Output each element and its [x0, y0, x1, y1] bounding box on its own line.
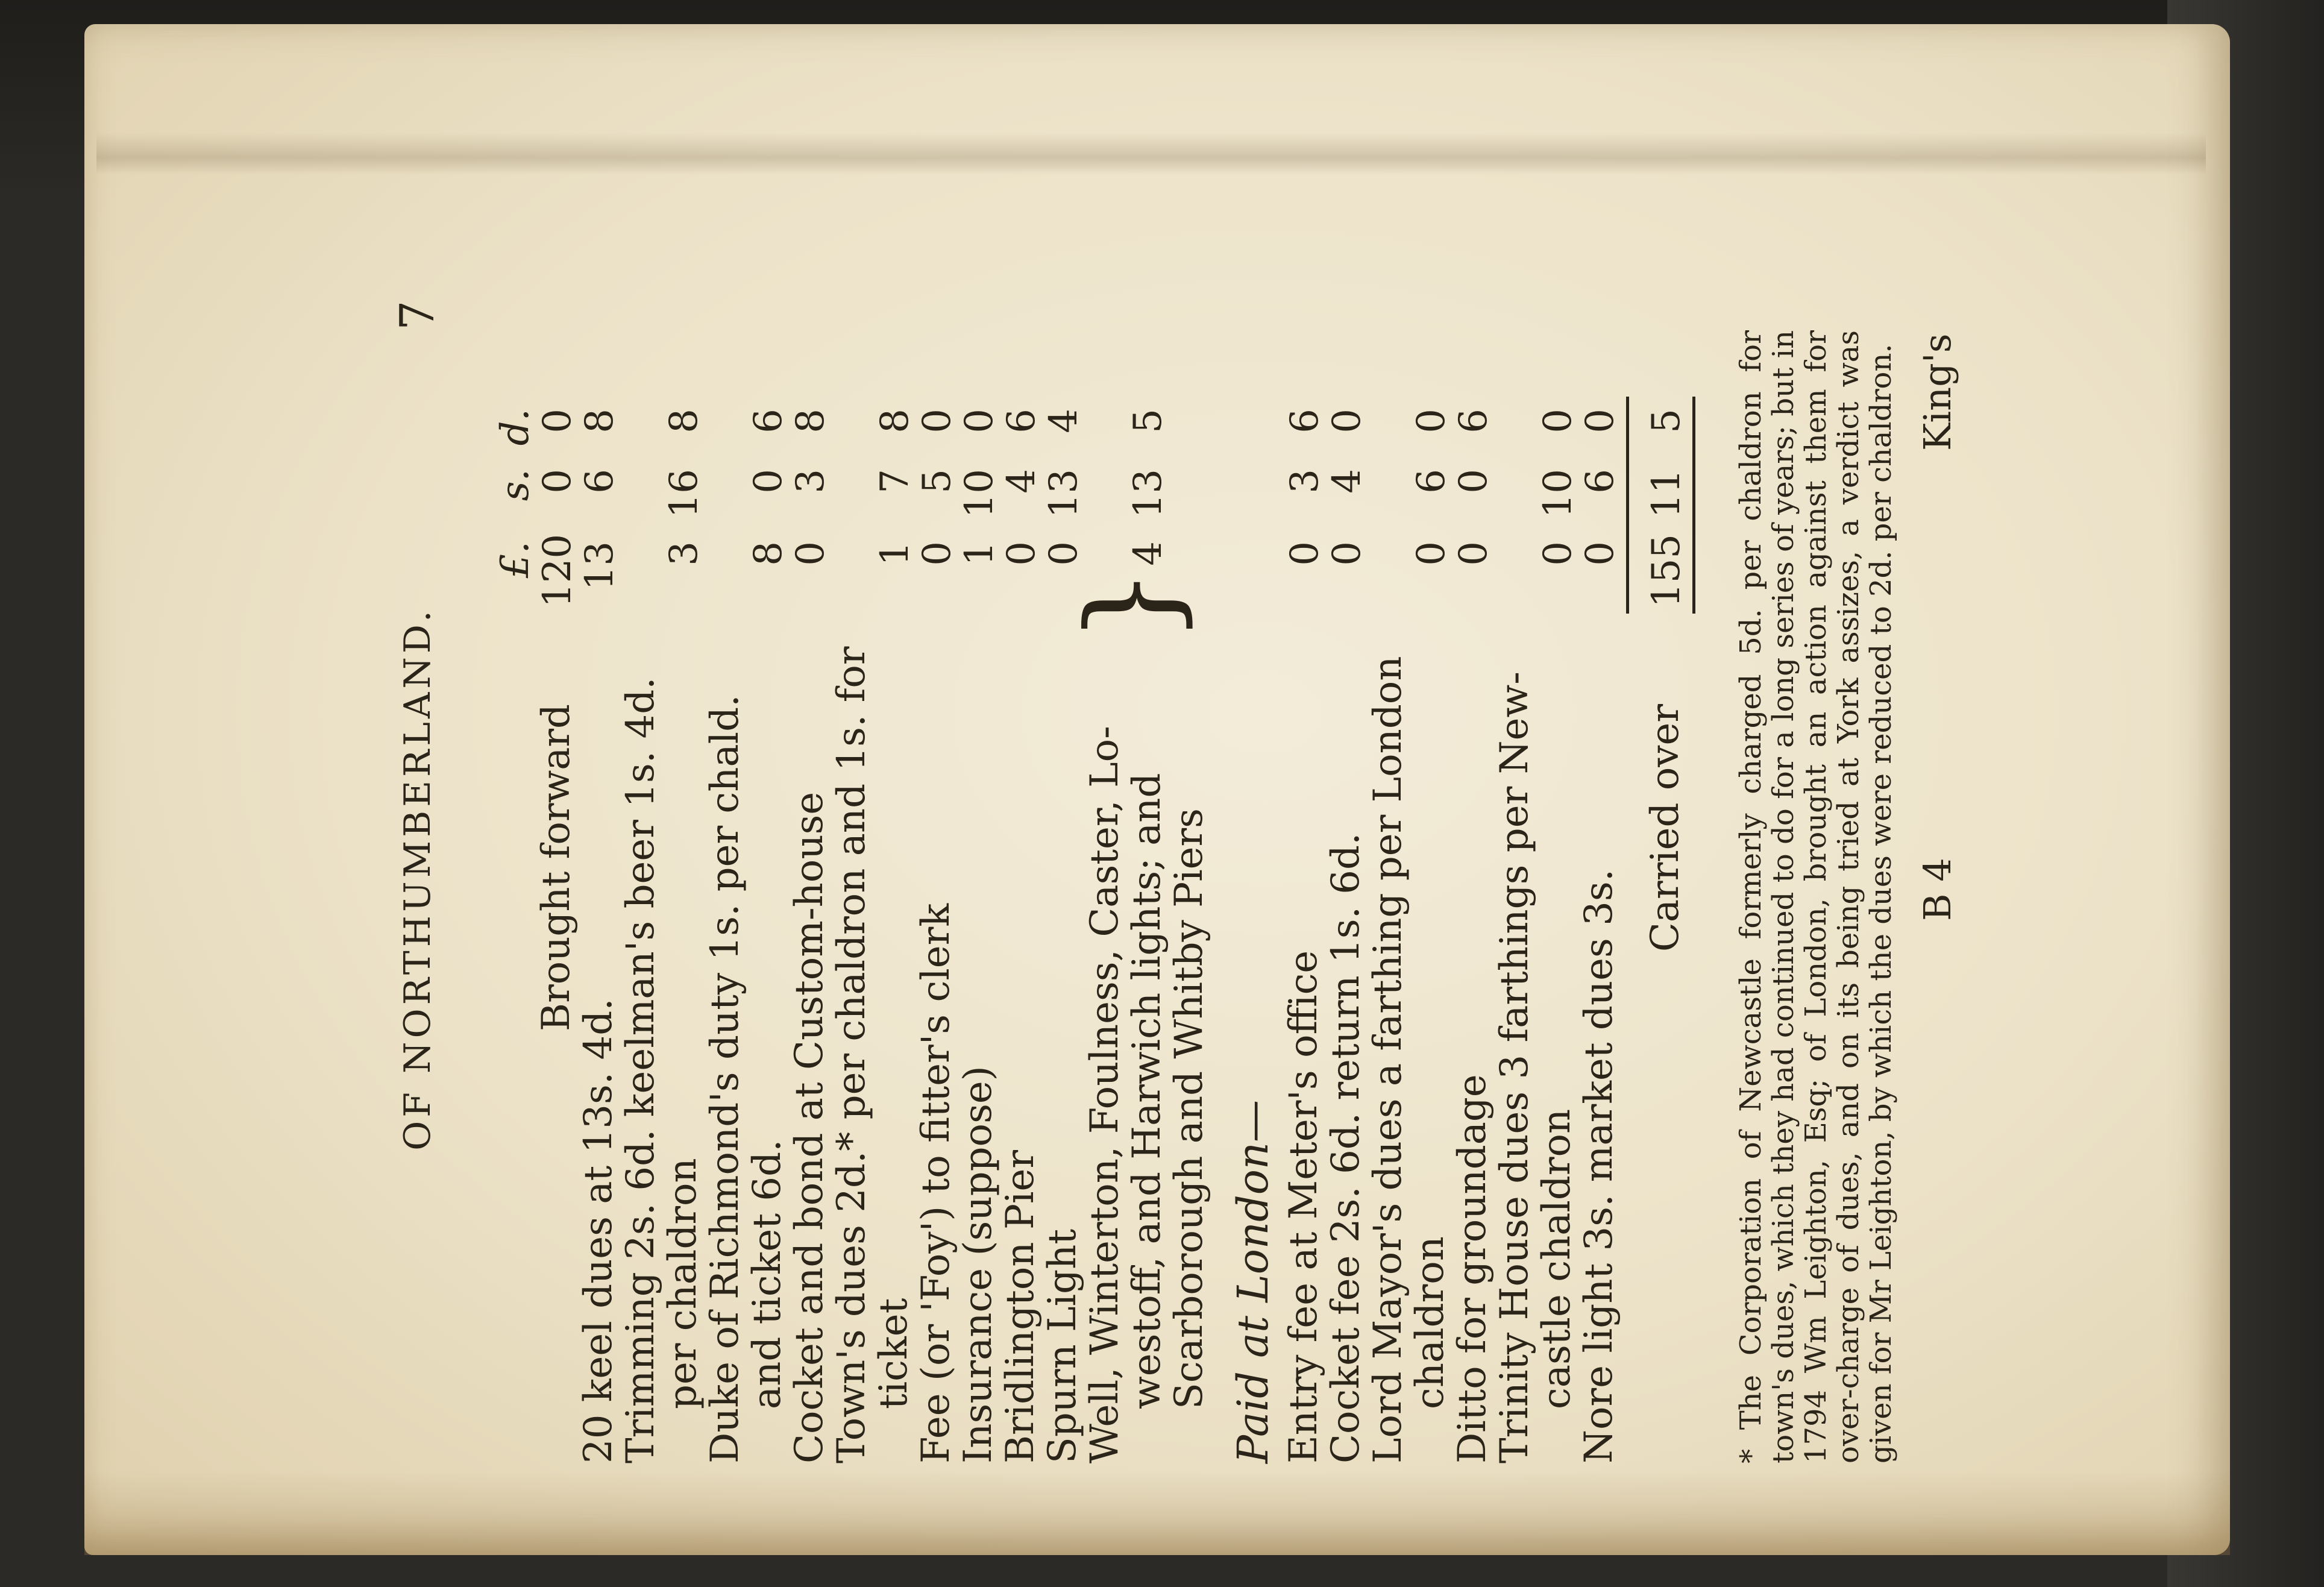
- amount-shillings: 10: [957, 469, 1002, 518]
- ledger-line: Duke of Richmond's duty 1s. per chald.: [703, 694, 747, 1463]
- amount-pence: 6: [1283, 409, 1327, 433]
- ledger-line: ticket: [872, 1298, 916, 1409]
- amount-pounds: 0: [1536, 541, 1580, 566]
- amount-pounds: 8: [746, 541, 791, 566]
- amount-pence: 6: [746, 409, 791, 433]
- amount-pounds: 0: [1409, 541, 1454, 566]
- amount-pence: 0: [1578, 409, 1622, 433]
- amount-shillings: 6: [577, 469, 622, 494]
- amount-shillings: 6: [1578, 469, 1622, 494]
- ledger-line: chaldron: [1408, 1236, 1452, 1409]
- amount-shillings: 16: [662, 469, 706, 518]
- ledger-line: Well, Winterton, Foulness, Caster, Lo-: [1082, 726, 1127, 1463]
- amount-pounds: 0: [1325, 541, 1369, 566]
- total-rule-top: [1626, 397, 1629, 614]
- amount-shillings: 13: [1041, 469, 1086, 518]
- amount-pounds: 0: [1451, 541, 1496, 566]
- amount-pence: 6: [1451, 409, 1496, 433]
- page-number: 7: [391, 300, 445, 330]
- ledger-line: Cocket fee 2s. 6d. return 1s. 6d.: [1324, 832, 1368, 1463]
- total-pounds: 155: [1644, 533, 1689, 608]
- amount-pence: 4: [1041, 409, 1086, 433]
- amount-shillings: 7: [873, 469, 917, 494]
- amount-shillings: 6: [1409, 469, 1454, 494]
- amount-shillings: 10: [1536, 469, 1580, 518]
- amount-shillings: 3: [788, 469, 833, 494]
- amount-shillings: 0: [746, 469, 791, 494]
- amount-pounds: 0: [999, 541, 1044, 566]
- ledger-line: Spurn Light: [1040, 1228, 1085, 1463]
- amount-pence: 8: [577, 409, 622, 433]
- ledger-line: Trimming 2s. 6d. keelman's beer 1s. 4d.: [618, 677, 663, 1463]
- amount-pounds: 4: [1126, 541, 1170, 566]
- pounds-header: £.: [493, 541, 538, 579]
- amount-pounds: 1: [873, 541, 917, 566]
- amount-pounds: 0: [1283, 541, 1327, 566]
- ledger-line: castle chaldron: [1534, 1108, 1579, 1409]
- amount-shillings: 3: [1283, 469, 1327, 494]
- amount-shillings: 5: [915, 469, 959, 494]
- shillings-header: s.: [493, 469, 538, 501]
- amount-shillings: 4: [999, 469, 1044, 494]
- amount-pounds: 0: [788, 541, 833, 566]
- page-gutter: [96, 133, 2206, 175]
- amount-pounds: 120: [535, 533, 580, 608]
- amount-pence: 8: [788, 409, 833, 433]
- amount-pence: 0: [915, 409, 959, 433]
- amount-pence: 0: [1325, 409, 1369, 433]
- amount-pounds: 3: [662, 541, 706, 566]
- total-shillings: 11: [1644, 469, 1689, 518]
- amount-shillings: 13: [1126, 469, 1170, 518]
- ledger-line: Scarborough and Whitby Piers: [1167, 808, 1211, 1409]
- total-rule-bottom: [1692, 397, 1695, 614]
- ledger-line: and ticket 6d.: [745, 1139, 790, 1409]
- ledger-line: Entry fee at Meter's office: [1281, 950, 1326, 1463]
- ledger-line: westoff, and Harwich lights; and: [1125, 773, 1169, 1409]
- catchword: King's: [1915, 333, 1959, 451]
- amount-pence: 0: [535, 409, 580, 433]
- section-title: Paid at London—: [1228, 1100, 1278, 1463]
- ledger-line: Insurance (suppose): [956, 1066, 1000, 1463]
- amount-pounds: 13: [577, 541, 622, 591]
- ledger-line: Town's dues 2d.* per chaldron and 1s. for: [829, 646, 874, 1463]
- signature-mark: B 4: [1915, 858, 1959, 921]
- pence-header: d.: [493, 409, 538, 446]
- ledger-line: Cocket and bond at Custom-house: [787, 791, 832, 1463]
- total-pence: 5: [1644, 409, 1689, 433]
- amount-pence: 5: [1126, 409, 1170, 433]
- ledger-line: Ditto for groundage: [1450, 1074, 1495, 1463]
- ledger-line: Lord Mayor's dues a farthing per London: [1366, 656, 1410, 1463]
- amount-pounds: 0: [1578, 541, 1622, 566]
- amount-pounds: 0: [915, 541, 959, 566]
- amount-pence: 6: [999, 409, 1044, 433]
- ledger-line: Trinity House dues 3 farthings per New-: [1492, 671, 1537, 1463]
- amount-pounds: 0: [1041, 541, 1086, 566]
- footnote: * The Corporation of Newcastle formerly charged 5d. per chaldron for town's dues, which they had continued to do for a long series of years; but in 1794 Wm Leighton, Esq; of London, brought an action against them for over-charge of dues, and on its being tried at York assizes, a verdict was given for Mr Leighton, by which the dues were reduced to 2d. per chaldron.: [1734, 330, 1898, 1463]
- amount-pence: 0: [1409, 409, 1454, 433]
- amount-pence: 8: [873, 409, 917, 433]
- amount-shillings: 0: [1451, 469, 1496, 494]
- running-header: OF NORTHUMBERLAND.: [397, 607, 439, 1151]
- ledger-line: Bridlington Pier: [998, 1150, 1043, 1463]
- brace-mark: }: [1061, 567, 1202, 644]
- amount-pence: 8: [662, 409, 706, 433]
- amount-shillings: 4: [1325, 469, 1369, 494]
- ledger-line: per chaldron: [661, 1158, 705, 1409]
- amount-pence: 0: [1536, 409, 1580, 433]
- amount-shillings: 0: [535, 469, 580, 494]
- page-text-rotated: [372, 246, 2144, 1512]
- ledger-line: Nore light 3s. market dues 3s.: [1577, 869, 1621, 1463]
- amount-pounds: 1: [957, 541, 1002, 566]
- ledger-line: 20 keel dues at 13s. 4d.: [576, 998, 621, 1463]
- ledger-line: Fee (or 'Foy') to fitter's clerk: [914, 903, 958, 1463]
- amount-pence: 0: [957, 409, 1002, 433]
- ledger-line: Brought forward: [534, 704, 579, 1031]
- total-label: Carried over: [1643, 704, 1688, 952]
